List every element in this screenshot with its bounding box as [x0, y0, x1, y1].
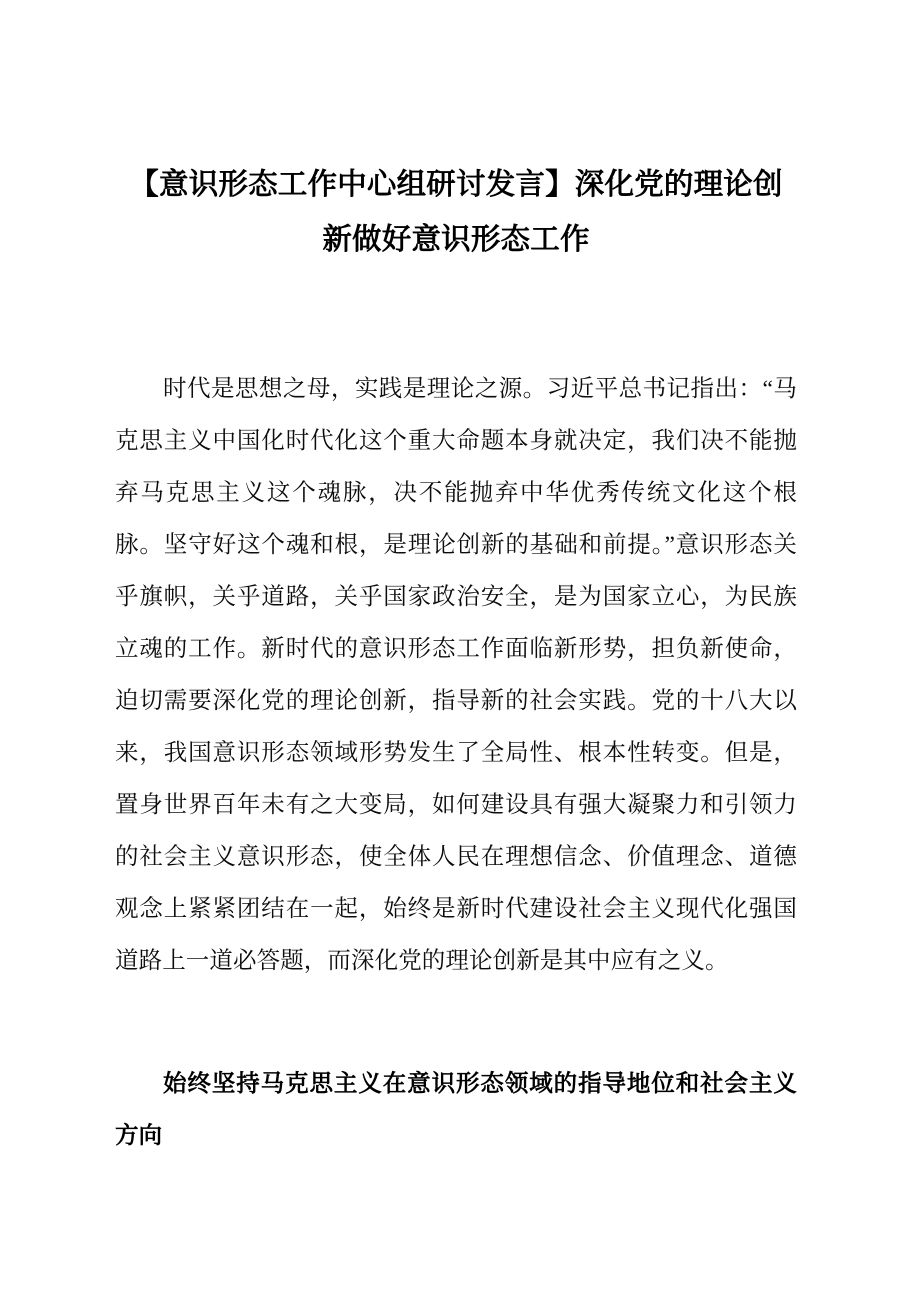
document-title: 【意识形态工作中心组研讨发言】深化党的理论创新做好意识形态工作 — [129, 168, 783, 256]
title-body-spacer — [115, 267, 797, 363]
document-body — [115, 0, 797, 1161]
body-paragraph-1: 时代是思想之母，实践是理论之源。习近平总书记指出：“马克思主义中国化时代化这个重大命题本身就决定，我们决不能抛弃马克思主义这个魂脉，决不能抛弃中华优秀传统文化这个根脉。坚守好这个魂和根，是理论创新的基础和前提。”意识形态关乎旗帜，关乎道路，关乎国家政治安全，是为国家立心，为民族立魂的工作。新时代的意识形态工作面临新形势，担负新使命，迫切需要深化党的理论创新，指导新的社会实践。党的十八大以来，我国意识形态领域形势发生了全局性、根本性转变。但是，置身世界百年未有之大变局，如何建设具有强大凝聚力和引领力的社会主义意识形态，使全体人民在理想信念、价值理念、道德观念上紧紧团结在一起，始终是新时代建设社会主义现代化强国道路上一道必答题，而深化党的理论创新是其中应有之义。 — [115, 376, 797, 974]
section-heading-1: 始终坚持马克思主义在意识形态领域的指导地位和社会主义方向 — [115, 1070, 797, 1148]
paragraph-heading-spacer — [115, 987, 797, 1057]
